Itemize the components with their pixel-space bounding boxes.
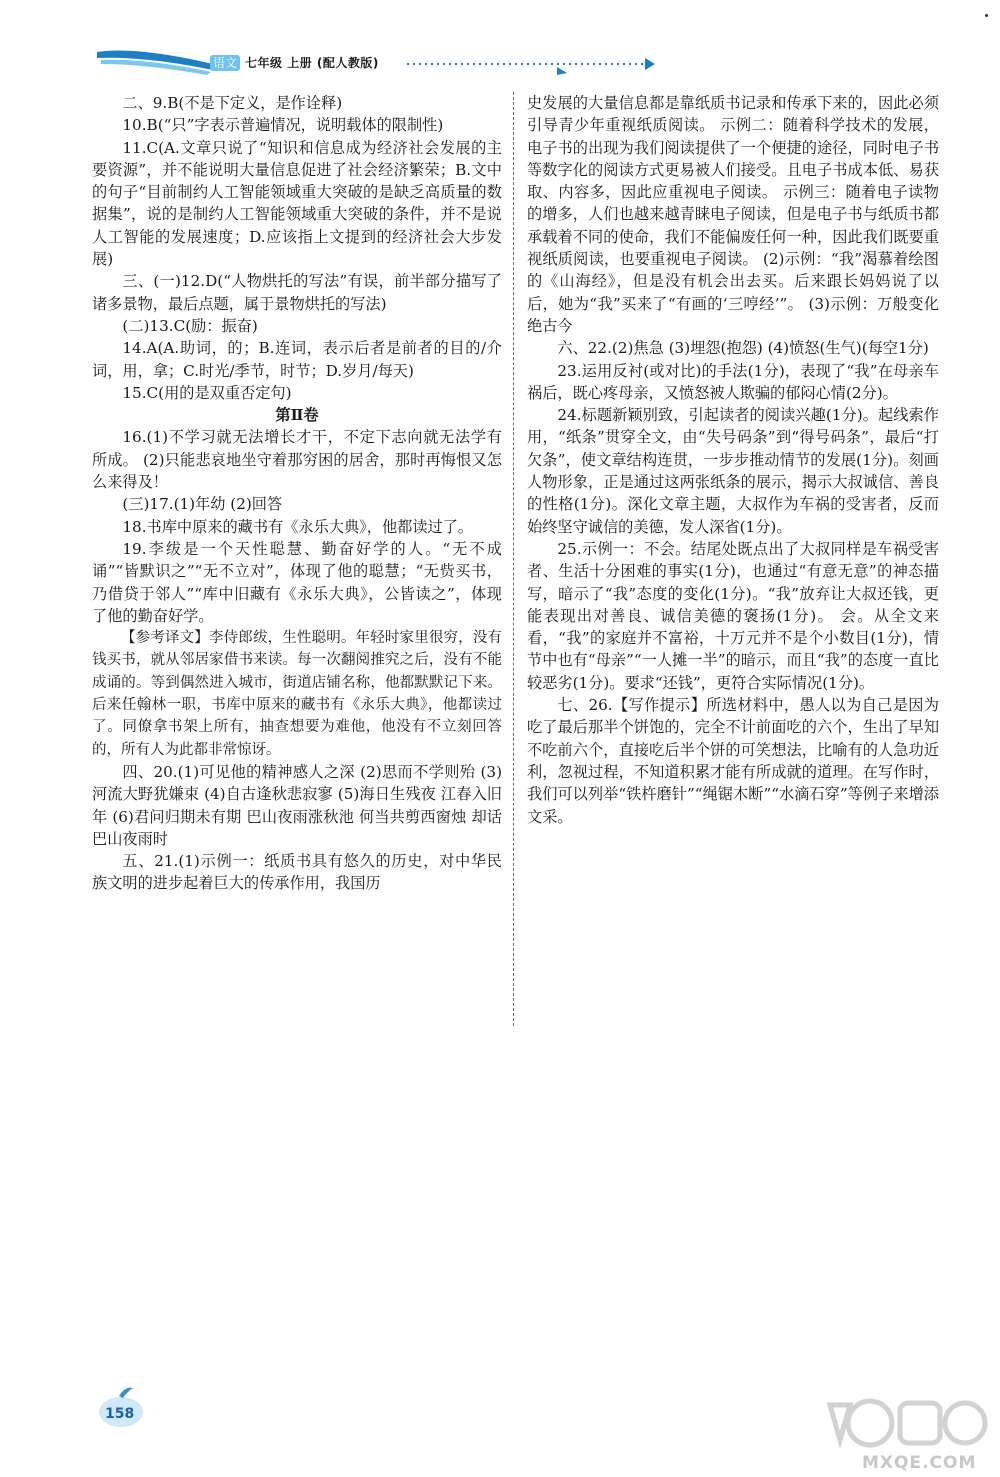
answer-paragraph: 10.B(“只”字表示普遍情况，说明载体的限制性) [122,116,444,135]
answer-paragraph: 24.标题新颖别致，引起读者的阅读兴趣(1分)。起线索作用，“纸条”贯穿全文，由“失号码条”到“得号码条”，最后“打欠条”，使文章结构连贯，一步步推动情节的发展(1分)。刻画人物形象，正是通过这两张纸条的展示，揭示大叔诚信、善良的性格(1分)。深化文章主题，大叔作为车祸的受害者，反而始终坚守诚信的美德，发人深省(1分)。 [527,406,939,536]
answer-paragraph: 18.书库中原来的藏书有《永乐大典》，他都读过了。 [122,517,474,536]
answer-paragraph: 14.A(A.助词，的；B.连词，表示后者是前者的目的/介词，用，拿；C.时光/季节，时节；D.岁月/每天) [92,339,502,380]
answer-paragraph: 23.运用反衬(或对比)的手法(1分)，表现了“我”在母亲车祸后，既心疼母亲，又愤怒被人欺骗的郁闷心情(2分)。 [527,361,939,402]
answer-paragraph: 25.示例一：不会。结尾处既点出了大叔同样是车祸受害者、生活十分困难的事实(1分)，也通过“有意无意”的神态描写，暗示了“我”态度的变化(1分)。“我”放弃让大叔还钱，更能表现出对善良、诚信美德的褒扬(1分)。 会。从全文来看，“我”的家庭并不富裕，十万元并不是个小数目(1分)，情节中也有“母亲”“一人摊一半”的暗示，而且“我”的态度一直比较恶劣(1分)。要求“还钱”，更符合实际情况(1分)。 [527,539,939,692]
answer-paragraph: 16.(1)不学习就无法增长才干，不定下志向就无法学有所成。 (2)只能悲哀地坐守着那穷困的居舍，那时再悔恨又怎么来得及！ [92,428,502,492]
subject-badge: 语文 [210,55,240,71]
answer-paragraph: 二、9.B(不是下定义，是作诠释) [122,94,343,112]
answer-paragraph: 七、26.【写作提示】所选材料中，愚人以为自己是因为吃了最后那半个饼饱的，完全不计前面吃的六个，生出了早知不吃前六个，直接吃后半个饼的可笑想法，比喻有的人急功近利，忽视过程，不知道积累才能有所成就的道理。在写作时，我们可以列举“铁杵磨针”“绳锯木断”“水滴石穿”等例子来增添文采。 [527,696,939,826]
answer-paragraph: (三)17.(1)年幼 (2)回答 [122,495,283,514]
swoosh-decoration-icon [95,44,215,78]
watermark [800,1395,990,1473]
page-header [95,44,655,78]
answer-paragraph: 第Ⅱ卷 [275,406,319,425]
answer-paragraph: 史发展的大量信息都是靠纸质书记录和传承下来的，因此必须引导青少年重视纸质阅读。 示例二：随着科学技术的发展，电子书的出现为我们阅读提供了一个便捷的途径，同时电子书等数字化的阅读方式更易被人们接受。且电子书成本低、易获取、内容多，因此应重视电子阅读。 示例三：随着电子读物的增多，人们也越来越青睐电子阅读，但是电子书与纸质书都承载着不同的使命，我们不能偏废任何一种，因此我们既要重视纸质阅读，也要重视电子阅读。 (2)示例：“我”渴慕着绘图的《山海经》，但是没有机会出去买。后来跟长妈妈说了以后，她为“我”买来了“有画的‘三哼经’”。 (3)示例：万般变化绝古今 [527,94,939,335]
page-number: 158 [105,1406,135,1422]
left-column [92,92,502,895]
answer-paragraph: 19.李绂是一个天性聪慧、勤奋好学的人。“无不成诵”“皆默识之”“无不立对”，体现了他的聪慧；“无赀买书，乃借贷于邻人”“库中旧藏有《永乐大典》，公皆读之”，体现了他的勤奋好学。 [92,539,502,625]
watermark-text: MXQE.COM [862,1453,977,1473]
answer-paragraph: 15.C(用的是双重否定句) [122,383,292,402]
dotted-arrow-icon [407,53,657,75]
answer-paragraph: (二)13.C(励：振奋) [122,316,258,335]
page-number-badge [95,1380,151,1428]
answer-paragraph: 11.C(A.文章只说了“知识和信息成为经济社会发展的主要资源”，并不能说明大量信息促进了社会经济繁荣；B.文中的句子“目前制约人工智能领域重大突破的是缺乏高质量的数据集”，说的是制约人工智能领域重大突破的条件，并不是说人工智能的发展速度；D.应该指上文提到的经济社会大步发展) [92,138,502,269]
right-column [527,92,939,828]
corner-dot [985,14,988,17]
answer-paragraph: 四、20.(1)可见他的精神感人之深 (2)思而不学则殆 (3)河流大野犹嫌束 (4)自古逢秋悲寂寥 (5)海日生残夜 江春入旧年 (6)君问归期未有期 巴山夜雨涨秋池 何当共剪西窗烛 却话巴山夜雨时 [92,762,502,848]
grade-info: 七年级 上册 (配人教版) [245,56,379,70]
answer-paragraph: 三、(一)12.D(“人物烘托的写法”有误，前半部分描写了诸多景物，最后点题，属于景物烘托的写法) [92,272,502,313]
watermark-logo-icon [800,1395,990,1455]
answer-paragraph: 五、21.(1)示例一：纸质书具有悠久的历史，对中华民族文明的进步起着巨大的传承作用，我国历 [92,852,502,893]
column-divider [513,92,514,1026]
answer-paragraph: 六、22.(2)焦急 (3)埋怨(抱怨) (4)愤怒(生气)(每空1分) [557,339,929,358]
answer-paragraph: 【参考译文】李侍郎绂，生性聪明。年轻时家里很穷，没有钱买书，就从邻居家借书来读。每一次翻阅推究之后，没有不能成诵的。等到偶然进入城市，街道店铺名称，他都默默记下来。后来任翰林一职，书库中原来的藏书有《永乐大典》，他都读过了。同僚拿书架上所有，抽查想要为难他，他没有不立刻回答的，所有人为此都非常惊讶。 [92,630,502,758]
